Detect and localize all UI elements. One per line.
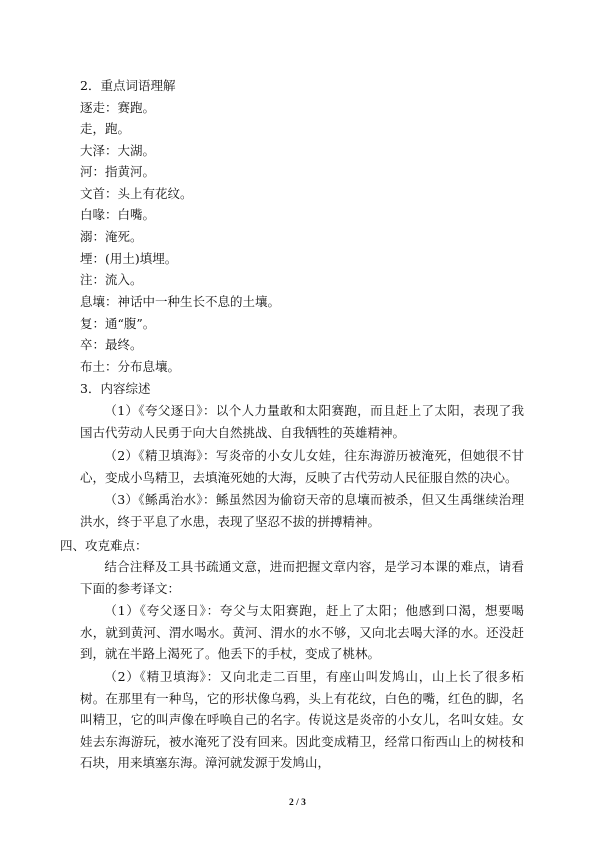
heading-difficulties: 四、攻克难点： <box>60 538 148 553</box>
vocab-item: 堙：(用土)填埋。 <box>80 251 178 266</box>
vocab-item: 卒：最终。 <box>80 337 143 352</box>
vocab-item: 复：通“腹”。 <box>80 316 156 331</box>
vocab-item: 走，跑。 <box>80 121 131 136</box>
vocab-item: 大泽：大湖。 <box>80 143 156 158</box>
vocab-item: 溺：淹死。 <box>80 229 143 244</box>
summary-paragraph: （3）《鲧禹治水》：鲧虽然因为偷窃天帝的息壤而被杀，但又生禹继续治理洪水，终于平息了水患，表现了坚忍不拔的拼搏精神。 <box>80 492 524 529</box>
vocab-item: 息壤：神话中一种生长不息的土壤。 <box>80 294 281 309</box>
vocab-item: 白喙：白嘴。 <box>80 207 156 222</box>
heading-key-words: 2．重点词语理解 <box>80 78 176 93</box>
vocab-item: 逐走：赛跑。 <box>80 100 156 115</box>
summary-paragraph: （2）《精卫填海》：写炎帝的小女儿女娃，往东海游历被淹死，但她很不甘心，变成小鸟精卫，去填淹死她的大海，反映了古代劳动人民征服自然的决心。 <box>80 448 524 485</box>
translation-paragraph: （1）《夸父逐日》：夸父与太阳赛跑，赶上了太阳；他感到口渴，想要喝水，就到黄河、渭水喝水。黄河、渭水的水不够，又向北去喝大泽的水。还没赶到，就在半路上渴死了。他丢下的手杖，变成了桃林。 <box>80 603 524 662</box>
vocab-item: 布土：分布息壤。 <box>80 359 181 374</box>
vocab-item: 注：流入。 <box>80 272 143 287</box>
vocab-item: 河：指黄河。 <box>80 164 156 179</box>
intro-paragraph: 结合注释及工具书疏通文意，进而把握文章内容，是学习本课的难点，请看下面的参考译文： <box>80 559 524 596</box>
page-number: 2 / 3 <box>289 798 306 808</box>
vocab-item: 文首：头上有花纹。 <box>80 186 193 201</box>
translation-paragraph: （2）《精卫填海》：又向北走二百里，有座山叫发鸠山，山上长了很多柘树。在那里有一种鸟，它的形状像乌鸦，头上有花纹，白色的嘴，红色的脚，名叫精卫，它的叫声像在呼唤自己的名字。传说这是炎帝的小女儿，名叫女娃。女娃去东海游玩，被水淹死了没有回来。因此变成精卫，经常口衔西山上的树枝和石块，用来填塞东海。漳河就发源于发鸠山， <box>80 669 524 771</box>
summary-paragraph: （1）《夸父逐日》：以个人力量敢和太阳赛跑，而且赶上了太阳，表现了我国古代劳动人民勇于向大自然挑战、自我牺牲的英雄精神。 <box>80 403 524 440</box>
heading-content-summary: 3．内容综述 <box>80 381 151 396</box>
